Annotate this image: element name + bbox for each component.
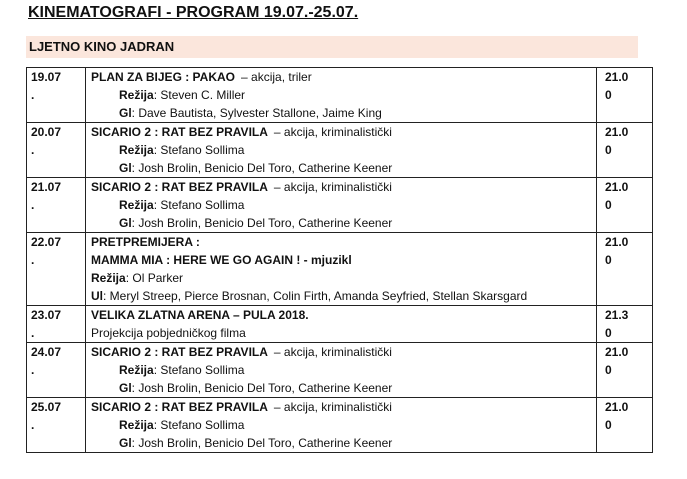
cast-label: Gl bbox=[119, 161, 132, 175]
film-genre: – akcija, kriminalistički bbox=[273, 345, 392, 359]
director-name: : Stefano Sollima bbox=[153, 198, 245, 212]
director-label: Režija bbox=[119, 363, 154, 377]
film-genre: – akcija, triler bbox=[241, 70, 312, 84]
venue-name: LJETNO KINO JADRAN bbox=[29, 39, 175, 54]
cast-list: : Josh Brolin, Benicio Del Toro, Catherine Keener bbox=[131, 161, 393, 175]
table-row bbox=[27, 306, 653, 343]
cast-label: Gl bbox=[119, 436, 132, 450]
time-cell: 21.0 0 bbox=[597, 123, 653, 178]
table-row bbox=[27, 233, 653, 306]
date-cell: 23.07 . bbox=[27, 306, 86, 343]
date-cell: 25.07 . bbox=[27, 398, 86, 453]
director-label: Režija bbox=[119, 418, 154, 432]
director-name: : Ol Parker bbox=[125, 271, 184, 285]
film-genre: - mjuzikl bbox=[303, 253, 352, 267]
film-cell bbox=[86, 68, 597, 123]
cast-list: : Josh Brolin, Benicio Del Toro, Catherine Keener bbox=[131, 436, 393, 450]
table-row bbox=[27, 68, 653, 123]
date-cell: 20.07 . bbox=[27, 123, 86, 178]
time-cell: 21.3 0 bbox=[597, 306, 653, 343]
film-genre: – akcija, kriminalistički bbox=[273, 125, 392, 139]
cast-label: Gl bbox=[119, 381, 132, 395]
screening-note: Projekcija pobjedničkog filma bbox=[91, 326, 246, 340]
table-row bbox=[27, 178, 653, 233]
cast-label: Ul bbox=[91, 289, 103, 303]
venue-banner bbox=[26, 36, 638, 58]
table-row bbox=[27, 123, 653, 178]
film-title: VELIKA ZLATNA ARENA – PULA 2018. bbox=[91, 308, 309, 322]
film-title: SICARIO 2 : RAT BEZ PRAVILA bbox=[91, 125, 268, 139]
film-title: MAMMA MIA : HERE WE GO AGAIN ! bbox=[91, 253, 301, 267]
date-cell: 24.07 . bbox=[27, 343, 86, 398]
cast-list: : Meryl Streep, Pierce Brosnan, Colin Firth, Amanda Seyfried, Stellan Skarsgard bbox=[103, 289, 528, 303]
director-name: : Stefano Sollima bbox=[153, 143, 245, 157]
time-cell: 21.0 0 bbox=[597, 68, 653, 123]
director-label: Režija bbox=[119, 143, 154, 157]
film-cell bbox=[86, 398, 597, 453]
time-cell: 21.0 0 bbox=[597, 233, 653, 306]
program-table bbox=[26, 67, 653, 453]
cast-list: : Josh Brolin, Benicio Del Toro, Catherine Keener bbox=[131, 216, 393, 230]
cast-list: : Josh Brolin, Benicio Del Toro, Catherine Keener bbox=[131, 381, 393, 395]
film-cell bbox=[86, 178, 597, 233]
director-name: : Stefano Sollima bbox=[153, 418, 245, 432]
film-title: SICARIO 2 : RAT BEZ PRAVILA bbox=[91, 180, 268, 194]
premiere-label: PRETPREMIJERA : bbox=[91, 235, 200, 249]
date-cell: 22.07 . bbox=[27, 233, 86, 306]
film-title: SICARIO 2 : RAT BEZ PRAVILA bbox=[91, 345, 268, 359]
director-label: Režija bbox=[119, 198, 154, 212]
date-cell: 19.07 . bbox=[27, 68, 86, 123]
cast-label: Gl bbox=[119, 216, 132, 230]
director-name: : Steven C. Miller bbox=[153, 88, 246, 102]
film-cell bbox=[86, 343, 597, 398]
director-name: : Stefano Sollima bbox=[153, 363, 245, 377]
film-title: PLAN ZA BIJEG : PAKAO bbox=[91, 70, 236, 84]
director-label: Režija bbox=[91, 271, 126, 285]
cast-label: Gl bbox=[119, 106, 132, 120]
time-cell: 21.0 0 bbox=[597, 178, 653, 233]
film-cell bbox=[86, 123, 597, 178]
time-cell: 21.0 0 bbox=[597, 343, 653, 398]
film-title: SICARIO 2 : RAT BEZ PRAVILA bbox=[91, 400, 268, 414]
date-cell: 21.07 . bbox=[27, 178, 86, 233]
director-label: Režija bbox=[119, 88, 154, 102]
cast-list: : Dave Bautista, Sylvester Stallone, Jaime King bbox=[131, 106, 382, 120]
table-row bbox=[27, 343, 653, 398]
film-cell bbox=[86, 306, 597, 343]
film-genre: – akcija, kriminalistički bbox=[273, 400, 392, 414]
table-row bbox=[27, 398, 653, 453]
page-title: KINEMATOGRAFI - PROGRAM 19.07.-25.07. bbox=[28, 4, 359, 21]
time-cell: 21.0 0 bbox=[597, 398, 653, 453]
film-genre: – akcija, kriminalistički bbox=[273, 180, 392, 194]
film-cell bbox=[86, 233, 597, 306]
